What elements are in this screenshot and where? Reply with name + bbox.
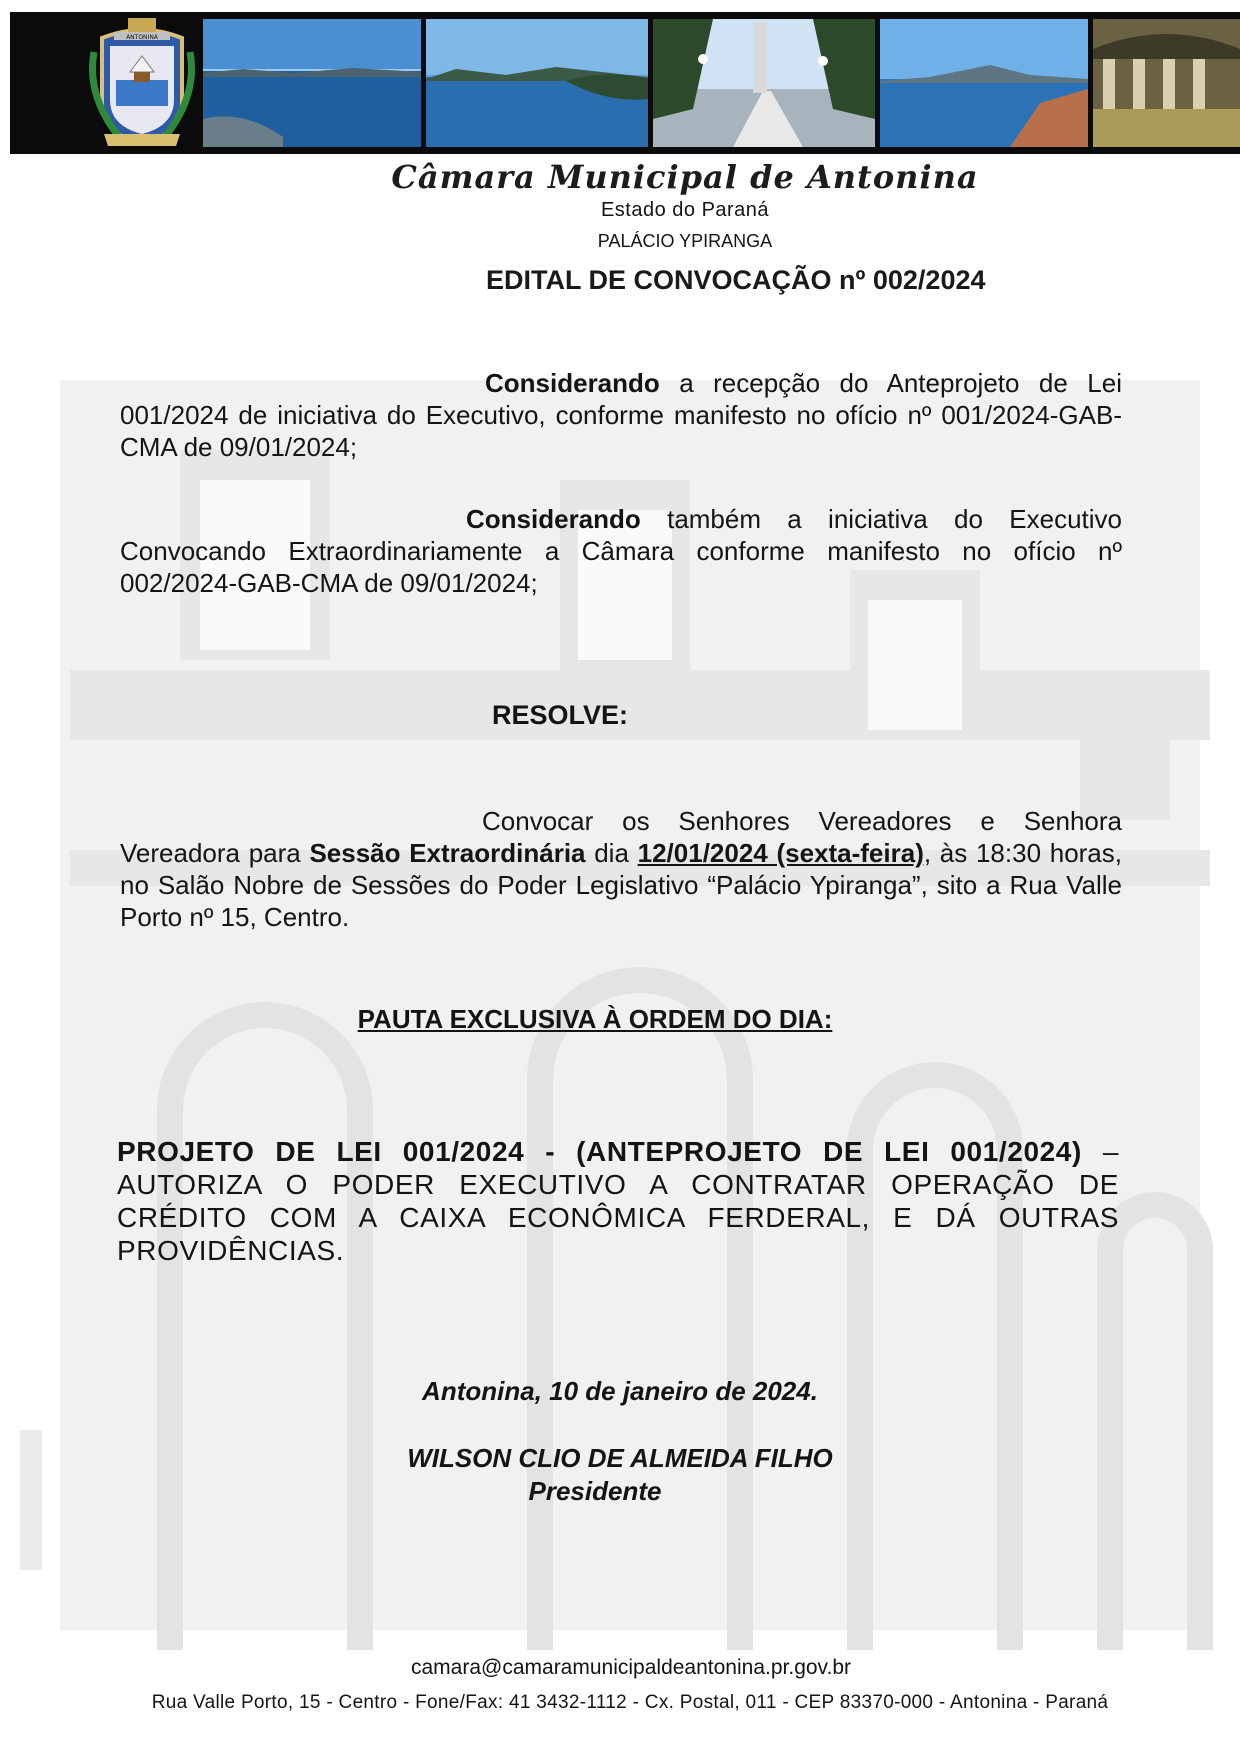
considerando-text-2: também a iniciativa do Executivo Convocando Extraordinariamente a Câmara conforme manifesto no ofício nº 002/2024-GAB-CMA de 09/01/2024; [120,504,1122,598]
considerando-paragraph-1 [120,367,1122,463]
colonnade-photo [1093,19,1240,147]
bay-photo-2 [426,19,648,147]
header-photo-banner [10,12,1240,154]
considerando-text-1: a recepção do Anteprojeto de Lei 001/2024 de iniciativa do Executivo, conforme manifesto no ofício nº 001/2024-GAB-CMA de 09/01/2024; [120,368,1122,462]
document-title: EDITAL DE CONVOCAÇÃO nº 002/2024 [486,265,986,295]
place-and-date: Antonina, 10 de janeiro de 2024. [422,1376,818,1406]
convocation-text-3: , às 18:30 horas, no Salão Nobre de Sessões do Poder Legislativo “Palácio Ypiranga”, sito a Rua Valle Porto nº 15, Centro. [120,838,1122,932]
agenda-heading: PAUTA EXCLUSIVA À ORDEM DO DIA: [357,1004,833,1034]
convocation-paragraph [120,805,1122,933]
bay-photo-3 [880,19,1088,147]
organization-state: Estado do Paraná [600,199,770,221]
organization-name: Câmara Municipal de Antonina [391,158,979,196]
session-type: Sessão Extraordinária [309,838,586,868]
bill-title: PROJETO DE LEI 001/2024 - (ANTEPROJETO DE LEI 001/2024) [117,1136,1082,1167]
svg-text:ANTONINA: ANTONINA [126,34,158,41]
resolve-heading: RESOLVE: [492,700,629,730]
convocation-text-1: Convocar os Senhores Vereadores e Senhora Vereadora para [120,806,1122,868]
considerando-lead-2: Considerando [466,504,641,534]
municipal-crest-logo [80,16,204,150]
boardwalk-photo [653,19,875,147]
bay-photo-1 [203,19,421,147]
considerando-paragraph-2 [120,503,1122,599]
bill-text: – AUTORIZA O PODER EXECUTIVO A CONTRATAR OPERAÇÃO DE CRÉDITO COM A CAIXA ECONÔMICA FERDERAL, E DÁ OUTRAS PROVIDÊNCIAS. [117,1136,1119,1266]
footer-email: camara@camaramunicipaldeantonina.pr.gov.br [411,1656,851,1679]
bill-description [117,1135,1119,1267]
signatory-name: WILSON CLIO DE ALMEIDA FILHO [407,1443,833,1473]
signatory-role: Presidente [528,1476,662,1506]
organization-palace: PALÁCIO YPIRANGA [597,231,773,251]
considerando-lead-1: Considerando [485,368,660,398]
convocation-text-2: dia [585,838,638,868]
session-date: 12/01/2024 (sexta-feira) [637,838,924,868]
footer-address: Rua Valle Porto, 15 - Centro - Fone/Fax: 41 3432-1112 - Cx. Postal, 011 - CEP 83370-000 - Antonina - Paraná [151,1692,1109,1713]
